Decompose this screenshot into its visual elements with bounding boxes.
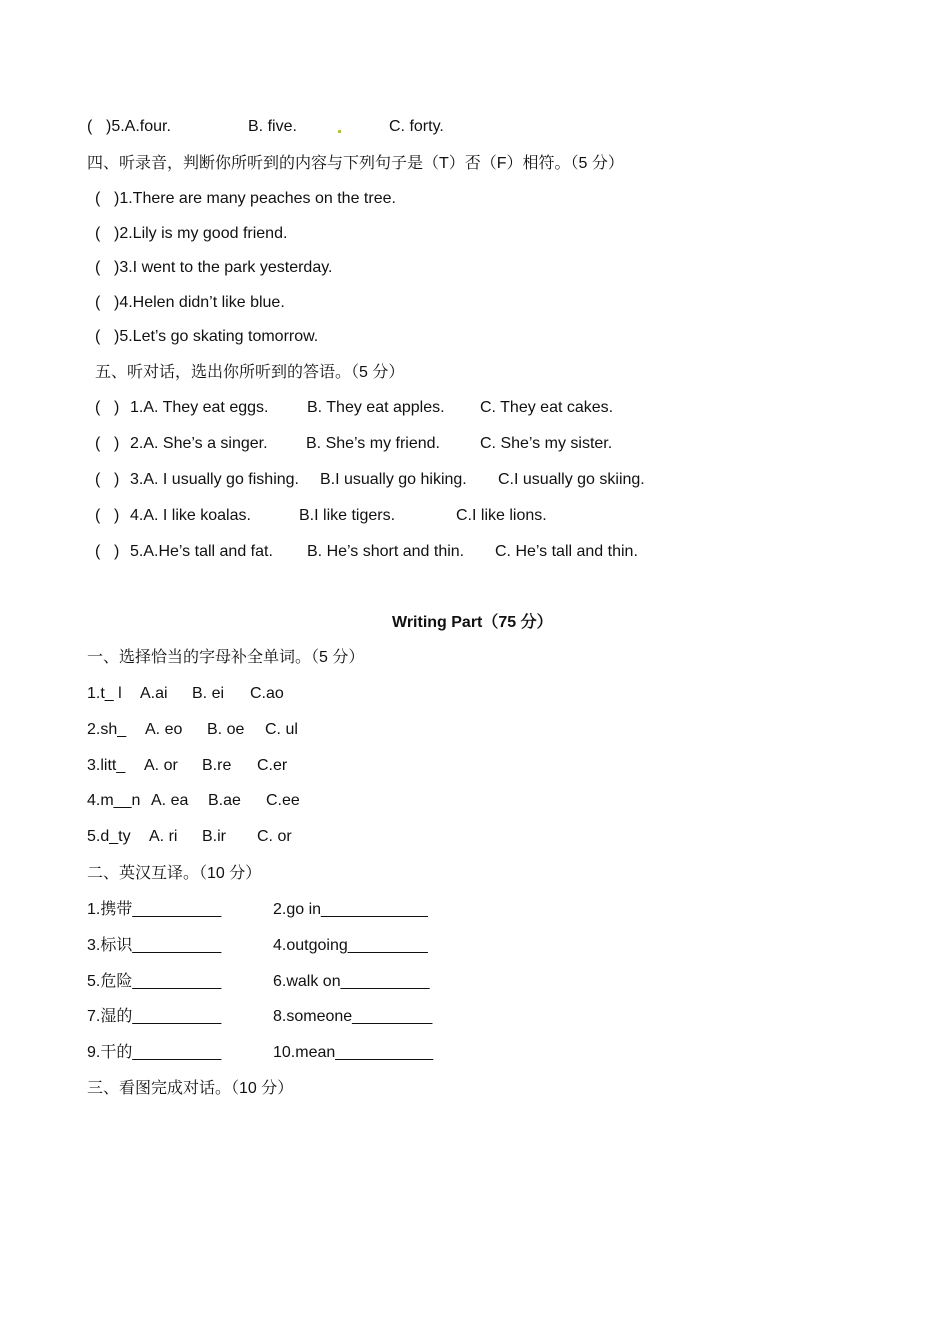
word-blank: 4.m__n xyxy=(87,792,141,809)
option-c: C. She’s my sister. xyxy=(480,435,613,452)
translation-right: 6.walk on__________ xyxy=(273,973,430,990)
spelling-item xyxy=(0,755,288,777)
spelling-item xyxy=(0,826,292,848)
translation-left: 9.干的__________ xyxy=(87,1044,222,1061)
translation-row xyxy=(0,1042,434,1064)
option-a: 5.A.He’s tall and fat. xyxy=(130,543,273,560)
option-c: C.er xyxy=(257,757,288,774)
stray-mark xyxy=(338,130,341,133)
word-blank: 2.sh_ xyxy=(87,721,127,738)
answer-paren-close: ) xyxy=(114,471,120,488)
answer-paren-open: ( xyxy=(95,399,101,416)
tf-item xyxy=(0,257,333,279)
option-a: A.ai xyxy=(140,685,168,702)
option-b: B. He’s short and thin. xyxy=(307,543,465,560)
option-a: )5.A.four. xyxy=(106,118,171,135)
answer-paren: ( xyxy=(95,190,101,207)
word-blank: 1.t_ l xyxy=(87,685,122,702)
option-b: B. They eat apples. xyxy=(307,399,445,416)
translation-right: 4.outgoing_________ xyxy=(273,937,428,954)
tf-sentence: )1.There are many peaches on the tree. xyxy=(114,190,396,207)
writing-part-title: Writing Part（75 分） xyxy=(392,614,553,631)
choice-item xyxy=(0,541,638,563)
choice-item xyxy=(0,433,613,455)
option-a: 4.A. I like koalas. xyxy=(130,507,251,524)
answer-paren-open: ( xyxy=(95,507,101,524)
tf-sentence: )4.Helen didn’t like blue. xyxy=(114,294,285,311)
answer-paren: ( xyxy=(95,225,101,242)
answer-paren: ( xyxy=(95,259,101,276)
spelling-item xyxy=(0,790,300,812)
tf-item xyxy=(0,292,285,314)
part5-heading: 五、听对话，选出你所听到的答语。（5 分） xyxy=(95,364,405,381)
w3-heading: 三、看图完成对话。（10 分） xyxy=(87,1080,294,1097)
part4-heading: 四、听录音，判断你所听到的内容与下列句子是（T）否（F）相符。（5 分） xyxy=(87,155,624,172)
option-c: C. He’s tall and thin. xyxy=(495,543,638,560)
tf-item xyxy=(0,326,319,348)
question-5-line xyxy=(0,116,444,138)
option-b: B.ae xyxy=(208,792,241,809)
w1-heading: 一、选择恰当的字母补全单词。（5 分） xyxy=(87,649,365,666)
tf-sentence: )3.I went to the park yesterday. xyxy=(114,259,333,276)
tf-item xyxy=(0,223,288,245)
translation-right: 8.someone_________ xyxy=(273,1008,433,1025)
tf-sentence: )2.Lily is my good friend. xyxy=(114,225,288,242)
option-b: B.re xyxy=(202,757,232,774)
translation-right: 10.mean___________ xyxy=(273,1044,434,1061)
translation-left: 7.湿的__________ xyxy=(87,1008,222,1025)
answer-paren-open: ( xyxy=(95,471,101,488)
translation-left: 3.标识__________ xyxy=(87,937,222,954)
translation-row xyxy=(0,1006,433,1028)
option-b: B.I like tigers. xyxy=(299,507,396,524)
word-blank: 5.d_ty xyxy=(87,828,131,845)
translation-right: 2.go in____________ xyxy=(273,901,428,918)
translation-row xyxy=(0,971,430,993)
option-b: B. ei xyxy=(192,685,225,702)
translation-left: 5.危险__________ xyxy=(87,973,222,990)
choice-item xyxy=(0,505,547,527)
option-c: C. or xyxy=(257,828,292,845)
spelling-item xyxy=(0,719,298,741)
option-a: A. or xyxy=(144,757,178,774)
tf-item xyxy=(0,188,396,210)
answer-paren: ( xyxy=(95,328,101,345)
option-a: 3.A. I usually go fishing. xyxy=(130,471,299,488)
option-c: C. They eat cakes. xyxy=(480,399,614,416)
option-c: C. forty. xyxy=(389,118,444,135)
translation-left: 1.携带__________ xyxy=(87,901,222,918)
spelling-item xyxy=(0,683,284,705)
answer-paren-close: ) xyxy=(114,507,120,524)
word-blank: 3.litt_ xyxy=(87,757,126,774)
answer-paren-open: ( xyxy=(95,435,101,452)
answer-paren: ( xyxy=(95,294,101,311)
answer-paren-open: ( xyxy=(95,543,101,560)
tf-sentence: )5.Let’s go skating tomorrow. xyxy=(114,328,319,345)
option-b: B. oe xyxy=(207,721,245,738)
option-a: A. ri xyxy=(149,828,178,845)
translation-row xyxy=(0,935,428,957)
option-c: C.ee xyxy=(266,792,300,809)
option-b: B. five. xyxy=(248,118,297,135)
option-a: 2.A. She’s a singer. xyxy=(130,435,268,452)
choice-item xyxy=(0,397,614,419)
option-b: B.I usually go hiking. xyxy=(320,471,467,488)
option-c: C. ul xyxy=(265,721,298,738)
option-c: C.I like lions. xyxy=(456,507,547,524)
option-a: A. ea xyxy=(151,792,189,809)
option-c: C.I usually go skiing. xyxy=(498,471,645,488)
option-b: B. She’s my friend. xyxy=(306,435,440,452)
answer-paren: ( xyxy=(87,118,93,135)
answer-paren-close: ) xyxy=(114,543,120,560)
option-a: A. eo xyxy=(145,721,183,738)
option-c: C.ao xyxy=(250,685,284,702)
answer-paren-close: ) xyxy=(114,399,120,416)
w2-heading: 二、英汉互译。（10 分） xyxy=(87,865,262,882)
choice-item xyxy=(0,469,645,491)
answer-paren-close: ) xyxy=(114,435,120,452)
option-b: B.ir xyxy=(202,828,226,845)
translation-row xyxy=(0,899,428,921)
option-a: 1.A. They eat eggs. xyxy=(130,399,269,416)
